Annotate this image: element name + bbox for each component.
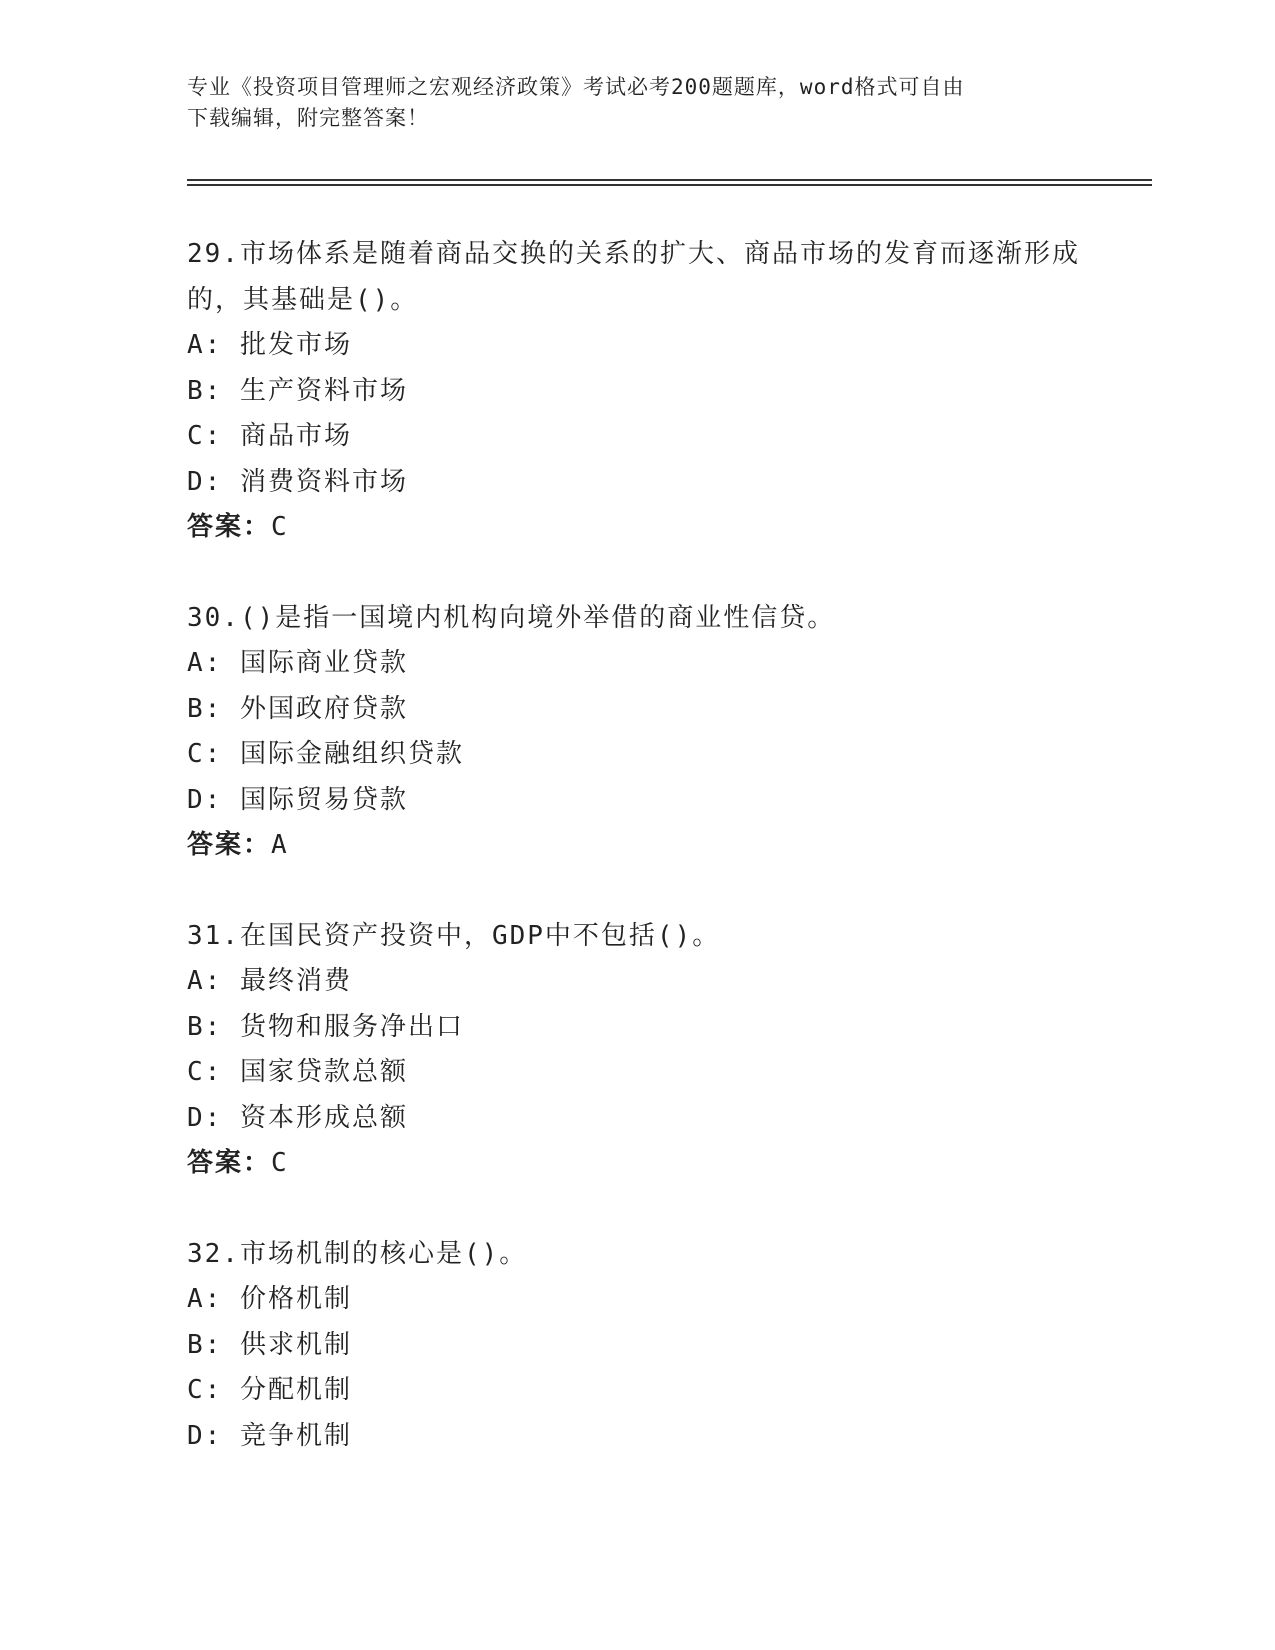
answer	[187, 505, 1087, 551]
option-b: B: 供求机制	[187, 1329, 352, 1360]
question-stem: 29.市场体系是随着商品交换的关系的扩大、商品市场的发育而逐渐形成的，其基础是()。	[187, 239, 1080, 315]
option-c: C: 分配机制	[187, 1375, 352, 1405]
option-c: C: 国家贷款总额	[187, 1057, 408, 1087]
answer-label: 答案：	[187, 830, 272, 860]
answer-label: 答案：	[187, 512, 272, 542]
header-rule-top	[187, 179, 1152, 181]
option-d: D: 竞争机制	[187, 1420, 352, 1451]
option-d: D: 消费资料市场	[187, 466, 408, 497]
option-c: C: 商品市场	[187, 421, 352, 451]
answer-value: C	[271, 512, 289, 542]
option-d: D: 国际贸易贷款	[187, 784, 408, 815]
option-b: B: 外国政府贷款	[187, 693, 408, 724]
option-a: A: 国际商业贷款	[187, 648, 408, 678]
option-c: C: 国际金融组织贷款	[187, 739, 464, 769]
option-a: A: 批发市场	[187, 330, 352, 360]
answer-label: 答案：	[187, 1148, 272, 1178]
question-31	[187, 914, 1087, 1187]
option-a: A: 价格机制	[187, 1284, 352, 1314]
answer	[187, 1141, 1087, 1187]
question-30	[187, 596, 1087, 869]
question-32	[187, 1232, 1087, 1460]
header-line-1: 专业《投资项目管理师之宏观经济政策》考试必考200题题库，word格式可自由	[187, 75, 965, 99]
option-b: B: 生产资料市场	[187, 375, 408, 406]
option-d: D: 资本形成总额	[187, 1102, 408, 1133]
question-29	[187, 232, 1087, 551]
answer-value: A	[271, 830, 289, 860]
question-list	[187, 232, 1087, 1504]
question-stem: 30.()是指一国境内机构向境外举借的商业性信贷。	[187, 602, 836, 633]
answer-value: C	[271, 1148, 289, 1178]
answer	[187, 823, 1087, 869]
question-stem: 32.市场机制的核心是()。	[187, 1238, 528, 1269]
header-line-2: 下载编辑，附完整答案！	[187, 106, 429, 130]
document-header	[187, 72, 1067, 134]
option-a: A: 最终消费	[187, 966, 352, 996]
header-rule-bottom	[187, 184, 1152, 186]
option-b: B: 货物和服务净出口	[187, 1011, 464, 1042]
question-stem: 31.在国民资产投资中，GDP中不包括()。	[187, 920, 721, 951]
